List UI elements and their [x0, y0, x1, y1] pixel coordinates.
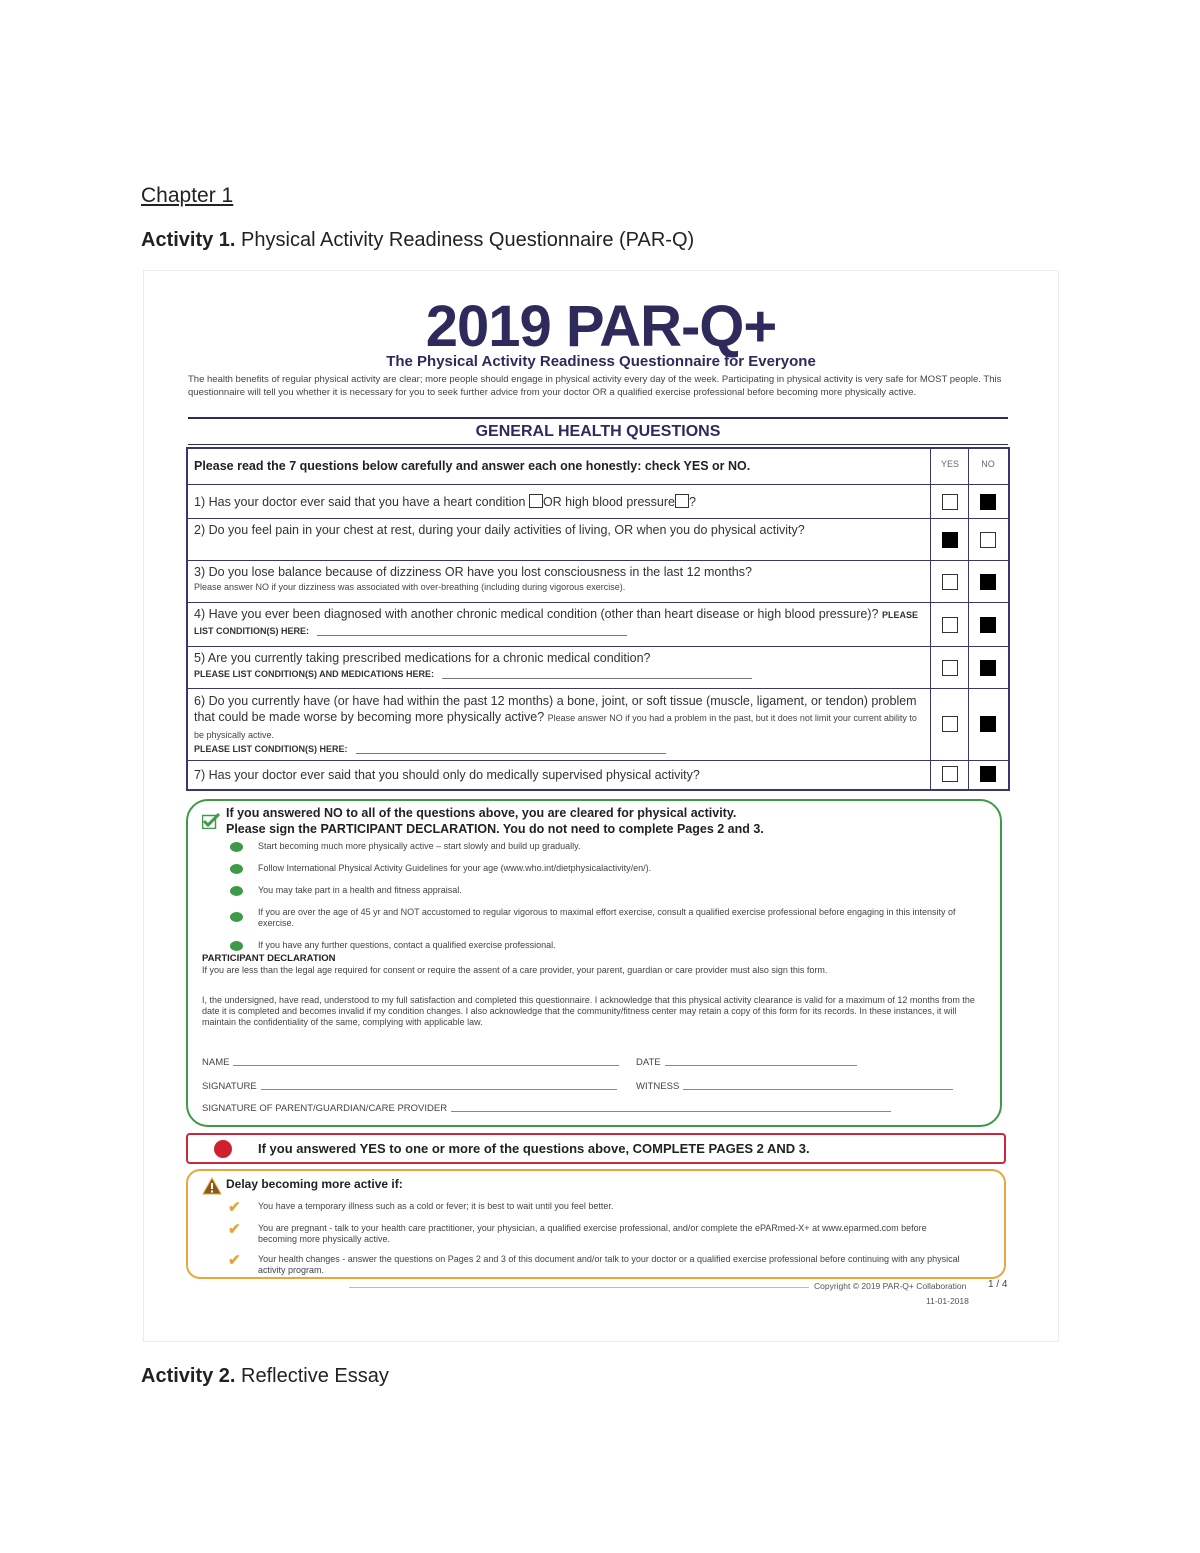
list-item: [226, 1223, 966, 1245]
question-5: [194, 651, 924, 682]
parq-form-image: [143, 270, 1059, 1342]
yes-column-header: YES: [940, 459, 959, 469]
form-intro: The health benefits of regular physical activity are clear; more people should engage in physical activity every day of the week. Participating in physical activity is very safe for MOST people. This questionnaire will tell you whether it is necessary for you to seek further advice from your doctor OR a qualified exercise professional before becoming more physically active.: [188, 374, 1002, 398]
question-6-list-field[interactable]: [356, 743, 666, 754]
question-row: [188, 603, 1008, 647]
list-item: [226, 1254, 966, 1276]
questions-table: [186, 447, 1010, 791]
chapter-heading: Chapter 1: [141, 184, 234, 207]
question-1-text-c: ?: [688, 495, 696, 509]
witness-field[interactable]: [636, 1081, 953, 1092]
version-date: 11-01-2018: [926, 1296, 969, 1306]
list-item-text: You have a temporary illness such as a cold or fever; it is best to wait until you feel better.: [258, 1201, 614, 1211]
question-6-text: 6) Do you currently have (or have had within the past 12 months) a bone, joint, or soft tissue (muscle, ligament, or tendon) problem that could be made worse by becoming more physically active?: [194, 694, 917, 724]
list-item: [228, 885, 968, 896]
q5-yes-checkbox[interactable]: [942, 660, 958, 676]
list-item-text: If you have any further questions, contact a qualified exercise professional.: [258, 940, 556, 950]
witness-label: WITNESS: [636, 1081, 680, 1092]
heart-condition-checkbox[interactable]: [529, 494, 543, 508]
q3-yes-checkbox[interactable]: [942, 574, 958, 590]
delay-heading: Delay becoming more active if:: [226, 1177, 403, 1191]
declaration-text-1: If you are less than the legal age required for consent or require the assent of a care provider, your parent, guardian or care provider must also sign this form.: [202, 965, 828, 975]
delay-list: [226, 1201, 966, 1276]
name-field[interactable]: [202, 1057, 619, 1068]
question-1-text-b: OR high blood pressure: [542, 495, 675, 509]
question-5-list-field[interactable]: [442, 668, 752, 679]
divider: [188, 417, 1008, 419]
cleared-heading-line-1: If you answered NO to all of the questions above, you are cleared for physical activity.: [226, 806, 737, 820]
table-header-row: [188, 449, 1008, 485]
green-bullet-icon: [230, 886, 243, 896]
question-row: [188, 689, 1008, 761]
blood-pressure-checkbox[interactable]: [675, 494, 689, 508]
q4-yes-checkbox[interactable]: [942, 617, 958, 633]
list-item-text: Your health changes - answer the questions on Pages 2 and 3 of this document and/or talk to your doctor or a qualified exercise professional before continuing with any physical activity program.: [258, 1254, 960, 1275]
green-check-icon: [202, 813, 220, 829]
form-subtitle: The Physical Activity Readiness Questionnaire for Everyone: [386, 353, 816, 370]
question-2-text: 2) Do you feel pain in your chest at rest, during your daily activities of living, OR when you do physical activity?: [194, 523, 805, 537]
q7-no-checkbox[interactable]: [980, 766, 996, 782]
question-4-list-field[interactable]: [317, 625, 627, 636]
question-row: [188, 761, 1008, 789]
signature-field[interactable]: [202, 1081, 617, 1092]
cleared-heading: [226, 805, 764, 837]
date-line: [665, 1057, 857, 1066]
check-icon: ✔: [228, 1199, 241, 1216]
cleared-section: [186, 799, 1002, 1127]
signature-line: [261, 1081, 617, 1090]
list-item-text: If you are over the age of 45 yr and NOT accustomed to regular vigorous to maximal effort exercise, consult a qualified exercise professional before engaging in this intensity of exercise.: [258, 907, 956, 928]
q6-yes-checkbox[interactable]: [942, 716, 958, 732]
activity-1-heading: [141, 229, 694, 252]
parent-signature-line: [451, 1103, 891, 1112]
check-icon: ✔: [228, 1252, 241, 1269]
green-bullet-icon: [230, 912, 243, 922]
activity-2-title: Reflective Essay: [241, 1365, 389, 1387]
question-row: [188, 647, 1008, 689]
list-item-text: Follow International Physical Activity Guidelines for your age (www.who.int/dietphysicalactivity/en/).: [258, 863, 652, 873]
question-6-list-label: PLEASE LIST CONDITION(S) HERE:: [194, 744, 348, 754]
declaration-text-2: I, the undersigned, have read, understood to my full satisfaction and completed this questionnaire. I acknowledge that this physical activity clearance is valid for a maximum of 12 months from the date it is completed and becomes invalid if my condition changes. I also acknowledge that the community/fitness center may retain a copy of this form for its records. In these instances, it will maintain the confidentiality of the same, complying with applicable law.: [202, 995, 975, 1027]
list-item: [228, 863, 968, 874]
q3-no-checkbox[interactable]: [980, 574, 996, 590]
complete-pages-banner: [186, 1133, 1006, 1164]
delay-section: [186, 1169, 1006, 1279]
question-text: [194, 494, 924, 510]
question-6: [194, 693, 924, 755]
list-item-text: You may take part in a health and fitness appraisal.: [258, 885, 462, 895]
question-7-text: 7) Has your doctor ever said that you should only do medically supervised physical activity?: [194, 768, 700, 782]
list-item: [228, 907, 968, 929]
table-header-text: Please read the 7 questions below carefully and answer each one honestly: check YES or NO.: [194, 459, 751, 473]
question-6-note: Please answer NO if you had a problem in the past, but it does not limit your current ability to be physically active.: [194, 713, 917, 740]
date-label: DATE: [636, 1057, 661, 1068]
q7-yes-checkbox[interactable]: [942, 766, 958, 782]
question-3-note: Please answer NO if your dizziness was associated with over-breathing (including during vigorous exercise).: [194, 582, 626, 592]
warning-icon: [202, 1177, 222, 1195]
activity-1-label: Activity 1.: [141, 229, 236, 251]
parent-signature-field[interactable]: [202, 1103, 891, 1114]
declaration-title: PARTICIPANT DECLARATION: [202, 953, 336, 964]
activity-1-title: Physical Activity Readiness Questionnaire (PAR-Q): [241, 229, 695, 251]
page-number: 1 / 4: [988, 1279, 1008, 1290]
question-row: [188, 519, 1008, 561]
date-field[interactable]: [636, 1057, 857, 1068]
q1-no-checkbox[interactable]: [980, 494, 996, 510]
name-label: NAME: [202, 1057, 230, 1068]
name-line: [233, 1057, 619, 1066]
complete-pages-text: If you answered YES to one or more of the questions above, COMPLETE PAGES 2 AND 3.: [258, 1141, 810, 1156]
footer-divider: [349, 1287, 809, 1288]
parent-signature-label: SIGNATURE OF PARENT/GUARDIAN/CARE PROVIDER: [202, 1103, 448, 1114]
green-bullet-icon: [230, 842, 243, 852]
question-3: [194, 565, 924, 595]
q5-no-checkbox[interactable]: [980, 660, 996, 676]
list-item: [228, 841, 968, 852]
question-4-text: 4) Have you ever been diagnosed with another chronic medical condition (other than heart disease or high blood pressure)?: [194, 607, 879, 621]
check-icon: ✔: [228, 1221, 241, 1238]
form-title: 2019 PAR-Q+: [425, 294, 777, 359]
question-5-text: 5) Are you currently taking prescribed medications for a chronic medical condition?: [194, 651, 651, 665]
green-bullet-icon: [230, 864, 243, 874]
question-row: [188, 485, 1008, 519]
list-item: [228, 940, 968, 951]
no-column-header: NO: [981, 459, 995, 469]
cleared-list: [228, 841, 968, 951]
red-stop-icon: [214, 1140, 232, 1158]
question-4-list-label: PLEASE LIST CONDITION(S) HERE:: [194, 610, 918, 636]
cleared-heading-line-2: Please sign the PARTICIPANT DECLARATION. You do not need to complete Pages 2 and 3.: [226, 822, 764, 836]
q6-no-checkbox[interactable]: [980, 716, 996, 732]
list-item: [226, 1199, 966, 1216]
signature-label: SIGNATURE: [202, 1081, 257, 1092]
green-bullet-icon: [230, 941, 243, 951]
witness-line: [683, 1081, 953, 1090]
q2-yes-checkbox[interactable]: [942, 532, 958, 548]
activity-2-heading: [141, 1365, 389, 1388]
q1-yes-checkbox[interactable]: [942, 494, 958, 510]
list-item-text: You are pregnant - talk to your health care practitioner, your physician, a qualified exercise professional, and/or complete the ePARmed-X+ at www.eparmed.com before becoming more physically active.: [258, 1223, 927, 1244]
section-title: GENERAL HEALTH QUESTIONS: [475, 423, 721, 440]
q2-no-checkbox[interactable]: [980, 532, 996, 548]
divider: [188, 444, 1008, 445]
question-3-text: 3) Do you lose balance because of dizziness OR have you lost consciousness in the last 12 months?: [194, 565, 752, 579]
question-4: [194, 607, 924, 639]
question-1-text: 1) Has your doctor ever said that you have a heart condition: [194, 495, 526, 509]
q4-no-checkbox[interactable]: [980, 617, 996, 633]
question-5-list-label: PLEASE LIST CONDITION(S) AND MEDICATIONS HERE:: [194, 669, 435, 679]
list-item-text: Start becoming much more physically active – start slowly and build up gradually.: [258, 841, 581, 851]
copyright-text: Copyright © 2019 PAR-Q+ Collaboration: [814, 1281, 967, 1291]
question-row: [188, 561, 1008, 603]
activity-2-label: Activity 2.: [141, 1365, 236, 1387]
